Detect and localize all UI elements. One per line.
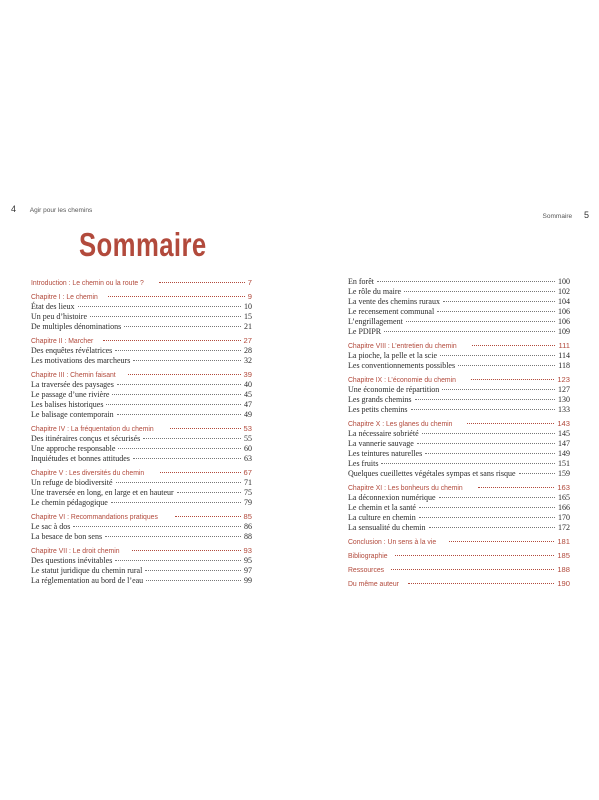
toc-entry-title: Des itinéraires conçus et sécurisés — [31, 434, 141, 443]
toc-entry-title: Chapitre I : Le chemin — [31, 292, 98, 301]
toc-entry-title: Le chemin et la santé — [348, 503, 416, 512]
toc-entry-title: Chapitre III : Chemin faisant — [31, 370, 116, 379]
toc-dot-leader — [115, 350, 241, 351]
toc-entry-page: 15 — [244, 312, 252, 321]
toc-entry-title: Chapitre VII : Le droit chemin — [31, 546, 120, 555]
toc-entry-page: 118 — [558, 361, 570, 370]
toc-entry-title: Chapitre II : Marcher — [31, 336, 94, 345]
toc-entry-page: 123 — [557, 375, 570, 384]
toc-dot-leader — [381, 463, 555, 464]
toc-dot-leader — [133, 458, 241, 459]
toc-entry-title: Les balises historiques — [31, 400, 104, 409]
toc-item-entry — [348, 503, 570, 513]
toc-dot-leader — [175, 516, 241, 517]
toc-chapter-entry — [348, 340, 570, 351]
toc-dot-leader — [78, 306, 241, 307]
toc-entry-page: 27 — [243, 336, 252, 345]
toc-item-entry — [31, 488, 252, 498]
toc-entry-page: 79 — [244, 498, 252, 507]
toc-item-entry — [348, 459, 570, 469]
toc-entry-page: 109 — [558, 327, 570, 336]
toc-entry-page: 67 — [243, 468, 252, 477]
toc-entry-page: 163 — [557, 483, 570, 492]
toc-entry-title: Les motivations des marcheurs — [31, 356, 131, 365]
toc-item-entry — [31, 498, 252, 508]
toc-item-entry — [348, 297, 570, 307]
toc-entry-title: La traversée des paysages — [31, 380, 114, 389]
toc-entry-title: Les petits chemins — [348, 405, 408, 414]
toc-item-entry — [31, 346, 252, 356]
toc-entry-page: 49 — [244, 410, 252, 419]
toc-dot-leader — [443, 301, 555, 302]
toc-item-entry — [31, 478, 252, 488]
right-page-header — [543, 210, 589, 220]
toc-entry-title: Le statut juridique du chemin rural — [31, 566, 143, 575]
toc-dot-leader — [160, 472, 241, 473]
toc-item-entry — [31, 390, 252, 400]
toc-left-column — [31, 277, 252, 586]
toc-entry-page: 159 — [558, 469, 570, 478]
toc-entry-title: Chapitre V : Les diversités du chemin — [31, 468, 145, 477]
toc-dot-leader — [159, 282, 244, 283]
toc-dot-leader — [108, 296, 244, 297]
toc-entry-title: Les grands chemins — [348, 395, 412, 404]
toc-chapter-entry — [31, 291, 252, 302]
toc-dot-leader — [395, 555, 554, 556]
toc-dot-leader — [128, 374, 240, 375]
toc-entry-page: 185 — [557, 551, 570, 560]
toc-dot-leader — [408, 583, 555, 584]
toc-dot-leader — [472, 345, 556, 346]
toc-entry-title: Le sac à dos — [31, 522, 71, 531]
toc-dot-leader — [112, 394, 241, 395]
toc-entry-page: 40 — [244, 380, 252, 389]
toc-entry-page: 172 — [558, 523, 570, 532]
toc-chapter-entry — [348, 564, 570, 575]
toc-item-entry — [31, 522, 252, 532]
toc-entry-title: Ressources — [348, 565, 385, 574]
toc-dot-leader — [145, 570, 241, 571]
toc-dot-leader — [406, 321, 555, 322]
toc-dot-leader — [478, 487, 554, 488]
toc-entry-title: Des questions inévitables — [31, 556, 113, 565]
toc-entry-title: La pioche, la pelle et la scie — [348, 351, 438, 360]
toc-item-entry — [31, 302, 252, 312]
toc-entry-title: La culture en chemin — [348, 513, 416, 522]
toc-dot-leader — [449, 541, 554, 542]
toc-entry-page: 166 — [558, 503, 570, 512]
toc-dot-leader — [133, 360, 241, 361]
toc-entry-page: 114 — [558, 351, 570, 360]
toc-item-entry — [348, 287, 570, 297]
toc-entry-title: Chapitre IV : La fréquentation du chemin — [31, 424, 154, 433]
toc-entry-page: 188 — [557, 565, 570, 574]
toc-entry-page: 28 — [244, 346, 252, 355]
toc-entry-page: 45 — [244, 390, 252, 399]
toc-dot-leader — [437, 311, 555, 312]
toc-entry-title: Conclusion : Un sens à la vie — [348, 537, 437, 546]
toc-entry-page: 149 — [558, 449, 570, 458]
toc-entry-title: Des enquêtes révélatrices — [31, 346, 113, 355]
toc-dot-leader — [384, 331, 555, 332]
toc-entry-page: 47 — [244, 400, 252, 409]
toc-entry-title: Chapitre IX : L’économie du chemin — [348, 375, 456, 384]
toc-item-entry — [348, 317, 570, 327]
toc-entry-title: Le balisage contemporain — [31, 410, 114, 419]
toc-entry-title: Une approche responsable — [31, 444, 116, 453]
toc-entry-page: 32 — [244, 356, 252, 365]
toc-entry-page: 63 — [244, 454, 252, 463]
toc-chapter-entry — [31, 369, 252, 380]
toc-entry-title: La vannerie sauvage — [348, 439, 414, 448]
toc-entry-page: 99 — [244, 576, 252, 585]
toc-entry-title: Les teintures naturelles — [348, 449, 423, 458]
toc-right-column — [348, 277, 570, 589]
toc-item-entry — [31, 576, 252, 586]
toc-entry-title: Le passage d’une rivière — [31, 390, 110, 399]
toc-entry-title: Un refuge de biodiversité — [31, 478, 113, 487]
toc-entry-page: 143 — [557, 419, 570, 428]
toc-entry-title: Inquiétudes et bonnes attitudes — [31, 454, 130, 463]
toc-entry-page: 60 — [244, 444, 252, 453]
page-title: Sommaire — [79, 226, 207, 263]
toc-chapter-entry — [31, 423, 252, 434]
toc-chapter-entry — [31, 335, 252, 346]
toc-entry-page: 53 — [243, 424, 252, 433]
toc-entry-title: Le rôle du maire — [348, 287, 402, 296]
toc-dot-leader — [118, 448, 241, 449]
toc-item-entry — [348, 405, 570, 415]
right-page-number: 5 — [583, 210, 589, 220]
toc-entry-page: 88 — [244, 532, 252, 541]
toc-entry-page: 170 — [558, 513, 570, 522]
toc-chapter-entry — [348, 374, 570, 385]
toc-entry-page: 9 — [247, 292, 252, 301]
toc-item-entry — [31, 322, 252, 332]
toc-dot-leader — [124, 326, 241, 327]
toc-entry-title: De multiples dénominations — [31, 322, 122, 331]
toc-chapter-entry — [348, 536, 570, 547]
toc-item-entry — [31, 566, 252, 576]
toc-item-entry — [348, 523, 570, 533]
toc-chapter-entry — [31, 467, 252, 478]
toc-item-entry — [31, 532, 252, 542]
toc-item-entry — [348, 351, 570, 361]
left-page-number: 4 — [11, 204, 17, 214]
toc-dot-leader — [117, 414, 241, 415]
toc-dot-leader — [106, 404, 241, 405]
toc-dot-leader — [146, 580, 241, 581]
toc-item-entry — [348, 361, 570, 371]
toc-entry-title: Du même auteur — [348, 579, 399, 588]
toc-item-entry — [348, 449, 570, 459]
toc-entry-page: 86 — [244, 522, 252, 531]
toc-item-entry — [348, 395, 570, 405]
toc-dot-leader — [411, 409, 555, 410]
toc-dot-leader — [467, 423, 554, 424]
toc-dot-leader — [404, 291, 555, 292]
toc-entry-page: 106 — [558, 307, 570, 316]
toc-dot-leader — [417, 443, 555, 444]
toc-item-entry — [348, 513, 570, 523]
toc-dot-leader — [103, 340, 240, 341]
toc-entry-page: 21 — [244, 322, 252, 331]
toc-dot-leader — [143, 438, 241, 439]
toc-item-entry — [31, 380, 252, 390]
toc-chapter-entry — [348, 482, 570, 493]
toc-entry-page: 151 — [558, 459, 570, 468]
toc-entry-title: La réglementation au bord de l’eau — [31, 576, 144, 585]
toc-dot-leader — [440, 355, 555, 356]
toc-dot-leader — [115, 560, 241, 561]
toc-chapter-entry — [348, 578, 570, 589]
toc-entry-page: 71 — [244, 478, 252, 487]
toc-dot-leader — [519, 473, 555, 474]
toc-item-entry — [31, 356, 252, 366]
toc-dot-leader — [419, 507, 555, 508]
toc-dot-leader — [429, 527, 555, 528]
toc-entry-title: Les conventionnements possibles — [348, 361, 456, 370]
toc-entry-page: 39 — [243, 370, 252, 379]
left-page-header — [11, 204, 92, 214]
toc-dot-leader — [90, 316, 241, 317]
left-running-title: Agir pour les chemins — [29, 207, 93, 214]
toc-entry-title: Chapitre XI : Les bonheurs du chemin — [348, 483, 463, 492]
toc-dot-leader — [170, 428, 240, 429]
toc-entry-page: 127 — [558, 385, 570, 394]
toc-entry-title: La besace de bon sens — [31, 532, 103, 541]
toc-chapter-entry — [31, 511, 252, 522]
toc-entry-page: 165 — [558, 493, 570, 502]
toc-dot-leader — [105, 536, 241, 537]
toc-entry-title: La sensualité du chemin — [348, 523, 426, 532]
toc-entry-page: 106 — [558, 317, 570, 326]
toc-dot-leader — [177, 492, 241, 493]
toc-entry-title: La nécessaire sobriété — [348, 429, 419, 438]
toc-entry-page: 75 — [244, 488, 252, 497]
toc-entry-page: 100 — [558, 277, 570, 286]
toc-entry-title: Le chemin pédagogique — [31, 498, 108, 507]
toc-item-entry — [348, 469, 570, 479]
toc-entry-page: 95 — [244, 556, 252, 565]
toc-entry-title: Quelques cueillettes végétales sympas et sans risque — [348, 469, 516, 478]
toc-dot-leader — [442, 389, 555, 390]
toc-entry-title: En forêt — [348, 277, 374, 286]
toc-entry-page: 97 — [244, 566, 252, 575]
toc-entry-title: Une traversée en long, en large et en hauteur — [31, 488, 174, 497]
toc-entry-title: La vente des chemins ruraux — [348, 297, 440, 306]
toc-entry-title: Le PDIPR — [348, 327, 382, 336]
toc-entry-page: 190 — [557, 579, 570, 588]
toc-dot-leader — [422, 433, 555, 434]
toc-entry-title: Une économie de répartition — [348, 385, 440, 394]
toc-entry-page: 130 — [558, 395, 570, 404]
toc-entry-page: 104 — [558, 297, 570, 306]
toc-dot-leader — [111, 502, 241, 503]
toc-entry-page: 102 — [558, 287, 570, 296]
toc-dot-leader — [439, 497, 555, 498]
toc-entry-title: Bibliographie — [348, 551, 388, 560]
toc-entry-title: Chapitre X : Les glanes du chemin — [348, 419, 453, 428]
toc-item-entry — [348, 277, 570, 287]
toc-entry-title: Un peu d’histoire — [31, 312, 87, 321]
right-running-title: Sommaire — [542, 213, 573, 220]
toc-item-entry — [348, 439, 570, 449]
toc-item-entry — [31, 312, 252, 322]
toc-entry-page: 93 — [243, 546, 252, 555]
toc-dot-leader — [73, 526, 241, 527]
toc-entry-page: 85 — [243, 512, 252, 521]
toc-entry-page: 7 — [247, 278, 252, 287]
toc-item-entry — [348, 327, 570, 337]
toc-dot-leader — [116, 482, 241, 483]
toc-entry-page: 181 — [557, 537, 570, 546]
toc-item-entry — [31, 410, 252, 420]
toc-dot-leader — [415, 399, 555, 400]
toc-entry-title: Le recensement communal — [348, 307, 435, 316]
toc-entry-title: La déconnexion numérique — [348, 493, 436, 502]
toc-dot-leader — [117, 384, 241, 385]
toc-entry-title: Chapitre VI : Recommandations pratiques — [31, 512, 158, 521]
toc-dot-leader — [391, 569, 554, 570]
toc-item-entry — [348, 307, 570, 317]
toc-entry-page: 10 — [244, 302, 252, 311]
toc-item-entry — [31, 556, 252, 566]
toc-chapter-entry — [348, 418, 570, 429]
toc-item-entry — [31, 454, 252, 464]
toc-dot-leader — [419, 517, 555, 518]
toc-entry-page: 145 — [558, 429, 570, 438]
toc-entry-title: Chapitre VIII : L’entretien du chemin — [348, 341, 457, 350]
toc-dot-leader — [132, 550, 240, 551]
toc-item-entry — [348, 385, 570, 395]
toc-dot-leader — [377, 281, 555, 282]
toc-entry-page: 147 — [558, 439, 570, 448]
toc-entry-title: État des lieux — [31, 302, 75, 311]
toc-item-entry — [31, 434, 252, 444]
toc-entry-title: L’engrillagement — [348, 317, 403, 326]
toc-chapter-entry — [31, 545, 252, 556]
toc-entry-page: 111 — [558, 341, 570, 350]
toc-item-entry — [348, 429, 570, 439]
toc-chapter-entry — [31, 277, 252, 288]
toc-entry-title: Les fruits — [348, 459, 379, 468]
toc-item-entry — [31, 444, 252, 454]
toc-dot-leader — [458, 365, 555, 366]
toc-entry-page: 55 — [244, 434, 252, 443]
toc-entry-title: Introduction : Le chemin ou la route ? — [31, 278, 144, 287]
toc-dot-leader — [471, 379, 554, 380]
toc-item-entry — [31, 400, 252, 410]
toc-dot-leader — [425, 453, 555, 454]
toc-item-entry — [348, 493, 570, 503]
toc-entry-page: 133 — [558, 405, 570, 414]
toc-chapter-entry — [348, 550, 570, 561]
